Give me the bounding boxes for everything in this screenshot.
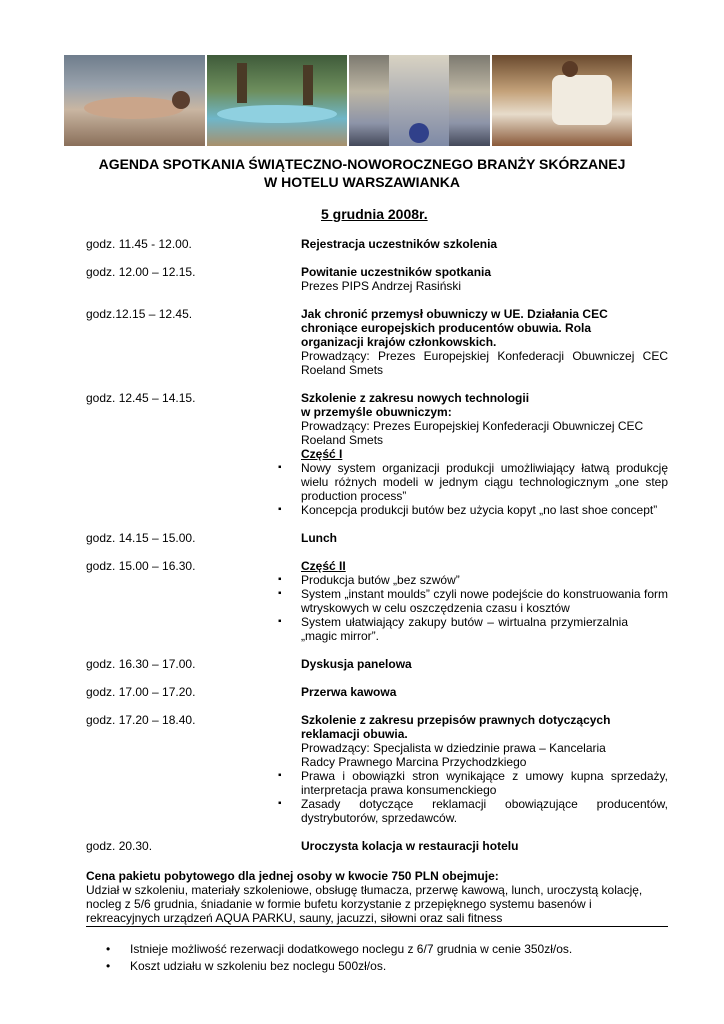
title-line-2: W HOTELU WARSZAWIANKA xyxy=(264,174,460,190)
agenda-time: godz. 16.30 – 17.00. xyxy=(86,657,196,671)
list-item: ▪ Zasady dotyczące reklamacji obowiązujące producentów, dystrybutorów, sprzedawców. xyxy=(301,797,668,825)
agenda-title: Powitanie uczestników spotkania xyxy=(301,265,492,279)
agenda-item xyxy=(86,713,668,825)
agenda-time: godz. 14.15 – 15.00. xyxy=(86,531,196,545)
agenda xyxy=(86,237,668,867)
agenda-time: godz. 15.00 – 16.30. xyxy=(86,559,196,573)
list-item: ▪ System „instant moulds” czyli nowe podejście do konstruowania form wtryskowych w celu oszczędzenia czasu i kosztów xyxy=(301,587,668,615)
part-label: Część I xyxy=(301,447,343,461)
agenda-item xyxy=(86,391,668,517)
price-body: Udział w szkoleniu, materiały szkoleniowe, obsługę tłumacza, przerwę kawową, lunch, uroczystą kolację, nocleg z 5/6 grudnia, śniadanie w formie bufetu korzystanie z przepięknego systemu basenów i rekreacyjnych urządzeń AQUA PARKU, sauny, jacuzzi, siłowni oraz sali fitness xyxy=(86,883,643,925)
agenda-note: Prowadzący: Prezes Europejskiej Konfederacji Obuwniczej CEC Roeland Smets xyxy=(301,419,644,447)
agenda-time: godz. 11.45 - 12.00. xyxy=(86,237,192,251)
agenda-title: Rejestracja uczestników szkolenia xyxy=(301,237,498,251)
agenda-time: godz. 12.00 – 12.15. xyxy=(86,265,196,279)
bowling-photo xyxy=(349,55,490,146)
agenda-title: Szkolenie z zakresu nowych technologii w przemyśle obuwniczym: xyxy=(301,391,530,419)
agenda-item xyxy=(86,307,668,377)
agenda-title: Szkolenie z zakresu przepisów prawnych dotyczących reklamacji obuwia. xyxy=(301,713,611,741)
list-item: • Istnieje możliwość rezerwacji dodatkowego noclegu z 6/7 grudnia w cenie 350zł/os. xyxy=(86,941,668,958)
agenda-time: godz. 12.45 – 14.15. xyxy=(86,391,196,405)
photo-banner xyxy=(64,55,632,146)
divider xyxy=(86,926,668,927)
agenda-note: Prowadzący: Specjalista w dziedzinie prawa – Kancelaria Radcy Prawnego Marcina Przychodzkiego xyxy=(301,741,606,769)
agenda-item xyxy=(86,237,668,251)
list-item: ▪ Produkcja butów „bez szwów” xyxy=(301,573,668,587)
list-item: ▪ Nowy system organizacji produkcji umożliwiający łatwą produkcję wielu różnych modeli w jednym ciągu technologicznym „one step production process” xyxy=(301,461,668,503)
list-item: ▪ System ułatwiający zakupy butów – wirtualna przymierzalnia „magic mirror”. xyxy=(301,615,668,643)
agenda-item xyxy=(86,839,668,853)
event-date: 5 grudnia 2008r. xyxy=(321,206,428,222)
agenda-item xyxy=(86,265,668,293)
bullet-list xyxy=(301,461,668,517)
bullet-list xyxy=(301,769,668,825)
agenda-item xyxy=(86,685,668,699)
agenda-time: godz. 17.00 – 17.20. xyxy=(86,685,196,699)
ayurveda-massage-photo xyxy=(492,55,633,146)
agenda-item xyxy=(86,531,668,545)
title-line-1: AGENDA SPOTKANIA ŚWIĄTECZNO-NOWOROCZNEGO BRANŻY SKÓRZANEJ xyxy=(98,156,626,172)
bullet-list xyxy=(301,573,668,643)
price-section xyxy=(86,869,668,925)
agenda-item xyxy=(86,657,668,671)
list-item: ▪ Koncepcja produkcji butów bez użycia kopyt „no last shoe concept” xyxy=(301,503,668,517)
agenda-title: Lunch xyxy=(301,531,337,545)
list-item: ▪ Prawa i obowiązki stron wynikające z umowy kupna sprzedaży, interpretacja prawa konsumenckiego xyxy=(301,769,668,797)
agenda-title: Uroczysta kolacja w restauracji hotelu xyxy=(301,839,519,853)
list-item: • Koszt udziału w szkoleniu bez noclegu 500zł/os. xyxy=(86,958,668,975)
agenda-note: Prezes PIPS Andrzej Rasiński xyxy=(301,279,462,293)
aqua-park-photo xyxy=(207,55,348,146)
price-heading: Cena pakietu pobytowego dla jednej osoby w kwocie 750 PLN obejmuje: xyxy=(86,869,499,883)
agenda-time: godz. 20.30. xyxy=(86,839,153,853)
notes-list xyxy=(86,941,668,975)
agenda-item xyxy=(86,559,668,643)
agenda-time: godz.12.15 – 12.45. xyxy=(86,307,193,321)
agenda-time: godz. 17.20 – 18.40. xyxy=(86,713,196,727)
agenda-note: Prowadzący: Prezes Europejskiej Konfederacji Obuwniczej CEC Roeland Smets xyxy=(301,349,668,377)
agenda-title: Jak chronić przemysł obuwniczy w UE. Działania CEC chroniące europejskich producentów obuwia. Rola organizacji krajów członkowskich. xyxy=(301,307,608,349)
agenda-title: Dyskusja panelowa xyxy=(301,657,412,671)
agenda-title: Przerwa kawowa xyxy=(301,685,397,699)
spa-massage-photo xyxy=(64,55,205,146)
part-label: Część II xyxy=(301,559,346,573)
